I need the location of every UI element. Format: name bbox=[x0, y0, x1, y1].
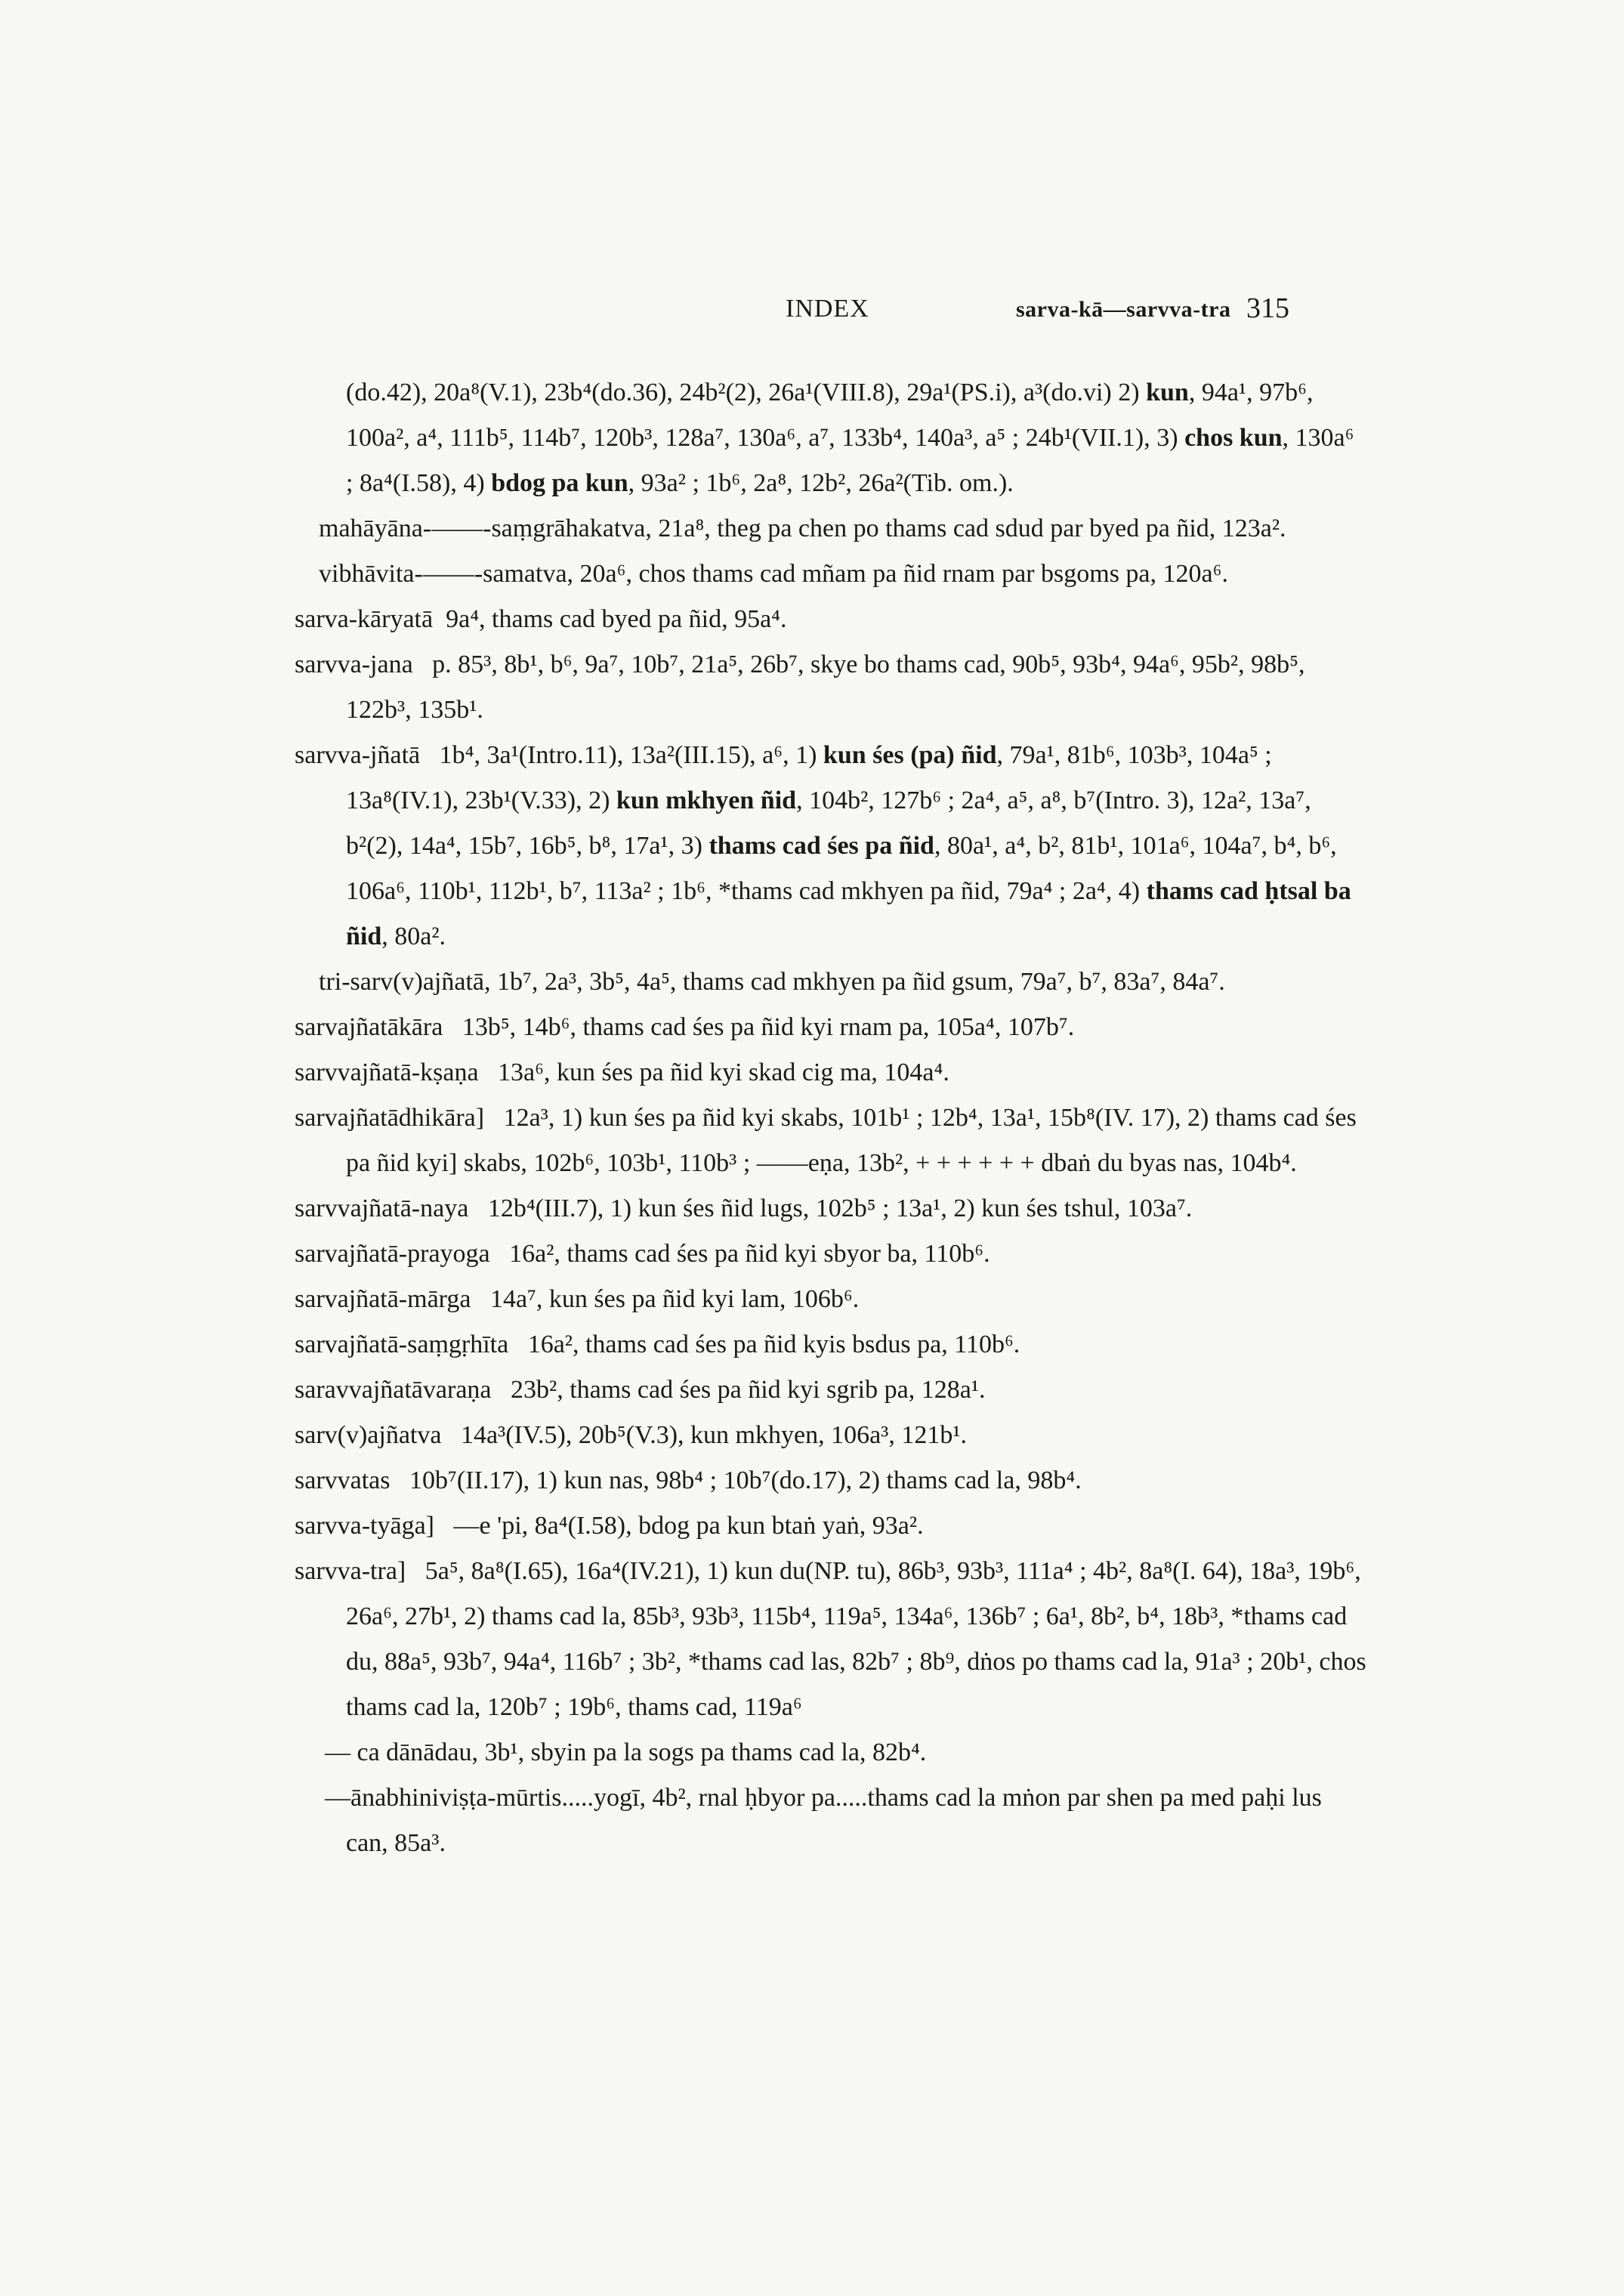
index-entry-sarvva-jnata: sarvva-jñatā 1b⁴, 3a¹(Intro.11), 13a²(III.15), a⁶, 1) kun śes (pa) ñid, 79a¹, 81b⁶, 103b³, 104a⁵ ; 13a⁸(IV.1), 23b¹(V.33), 2) kun mkhyen ñid, 104b², 127b⁶ ; 2a⁴, a⁵, a⁸, b⁷(Intro. 3), 12a², 13a⁷, b²(2), 14a⁴, 15b⁷, 16b⁵, b⁸, 17a¹, 3) thams cad śes pa ñid, 80a¹, a⁴, b², 81b¹, 101a⁶, 104a⁷, b⁴, b⁶, 106a⁶, 110b¹, 112b¹, b⁷, 113a² ; 1b⁶, *thams cad mkhyen pa ñid, 79a⁴ ; 2a⁴, 4) thams cad ḥtsal ba ñid, 80a². bbox=[295, 741, 1351, 950]
index-entry-sarvvajnata-ksana: sarvvajñatā-kṣaṇa 13a⁶, kun śes pa ñid kyi skad cig ma, 104a⁴. bbox=[295, 1058, 949, 1086]
index-entry-sarva-karyata: sarva-kāryatā 9a⁴, thams cad byed pa ñid, 95a⁴. bbox=[295, 605, 787, 633]
index-entry-sarvajnata-prayoga: sarvajñatā-prayoga 16a², thams cad śes pa ñid kyi sbyor ba, 110b⁶. bbox=[295, 1240, 990, 1268]
index-entry-sarvvajnata-naya: sarvvajñatā-naya 12b⁴(III.7), 1) kun śes ñid lugs, 102b⁵ ; 13a¹, 2) kun śes tshul, 103a⁷. bbox=[295, 1194, 1193, 1222]
index-entry-tri-sarvajnata: tri-sarv(v)ajñatā, 1b⁷, 2a³, 3b⁵, 4a⁵, thams cad mkhyen pa ñid gsum, 79a⁷, b⁷, 83a⁷, 84a⁷. bbox=[319, 968, 1225, 996]
index-entry-sarvva-jana: sarvva-jana p. 85³, 8b¹, b⁶, 9a⁷, 10b⁷, 21a⁵, 26b⁷, skye bo thams cad, 90b⁵, 93b⁴, 94a⁶, 95b², 98b⁵, 122b³, 135b¹. bbox=[295, 650, 1305, 724]
page-header bbox=[786, 292, 1299, 332]
index-entry-sarvajnatadhikara: sarvajñatādhikāra] 12a³, 1) kun śes pa ñid kyi skabs, 101b¹ ; 12b⁴, 13a¹, 15b⁸(IV. 17), 2) thams cad śes pa ñid kyi] skabs, 102b⁶, 103b¹, 110b³ ; ——eṇa, 13b², + + + + + + dbaṅ du byas nas, 104b⁴. bbox=[295, 1104, 1357, 1177]
index-entry-cont-kun: (do.42), 20a⁸(V.1), 23b⁴(do.36), 24b²(2), 26a¹(VIII.8), 29a¹(PS.i), a³(do.vi) 2) kun, 94a¹, 97b⁶, 100a², a⁴, 111b⁵, 114b⁷, 120b³, 128a⁷, 130a⁶, a⁷, 133b⁴, 140a³, a⁵ ; 24b¹(VII.1), 3) chos kun, 130a⁶ ; 8a⁴(I.58), 4) bdog pa kun, 93a² ; 1b⁶, 2a⁸, 12b², 26a²(Tib. om.). bbox=[346, 379, 1354, 497]
entry-range: sarva-kā—sarvva-tra bbox=[1016, 297, 1231, 322]
index-entry-mahayana: mahāyāna-——-saṃgrāhakatva, 21a⁸, theg pa chen po thams cad sdud par byed pa ñid, 123a². bbox=[319, 515, 1286, 542]
index-entry-sarvajnatva: sarv(v)ajñatva 14a³(IV.5), 20b⁵(V.3), kun mkhyen, 106a³, 121b¹. bbox=[295, 1421, 968, 1449]
index-entry-anabhinivista: —ānabhiniviṣṭa-mūrtis.....yogī, 4b², rnal ḥbyor pa.....thams cad la mṅon par shen pa med paḥi lus can, 85a³. bbox=[325, 1784, 1322, 1857]
page-number: 315 bbox=[1246, 292, 1289, 324]
running-head: INDEX bbox=[786, 295, 869, 323]
index-entry-sarvajnatakara: sarvajñatākāra 13b⁵, 14b⁶, thams cad śes pa ñid kyi rnam pa, 105a⁴, 107b⁷. bbox=[295, 1013, 1075, 1041]
index-entry-sarvvatas: sarvvatas 10b⁷(II.17), 1) kun nas, 98b⁴ ; 10b⁷(do.17), 2) thams cad la, 98b⁴. bbox=[295, 1466, 1082, 1494]
index-body bbox=[295, 370, 1367, 1866]
index-entry-vibhavita: vibhāvita-——-samatva, 20a⁶, chos thams cad mñam pa ñid rnam par bsgoms pa, 120a⁶. bbox=[319, 560, 1228, 588]
index-entry-sarvva-tra: sarvva-tra] 5a⁵, 8a⁸(I.65), 16a⁴(IV.21), 1) kun du(NP. tu), 86b³, 93b³, 111a⁴ ; 4b², 8a⁸(I. 64), 18a³, 19b⁶, 26a⁶, 27b¹, 2) thams cad la, 85b³, 93b³, 115b⁴, 119a⁵, 134a⁶, 136b⁷ ; 6a¹, 8b², b⁴, 18b³, *thams cad du, 88a⁵, 93b⁷, 94a⁴, 116b⁷ ; 3b², *thams cad las, 82b⁷ ; 8b⁹, dṅos po thams cad la, 91a³ ; 20b¹, chos thams cad la, 120b⁷ ; 19b⁶, thams cad, 119a⁶ bbox=[295, 1557, 1366, 1721]
index-entry-saravvajnatavarana: saravvajñatāvaraṇa 23b², thams cad śes pa ñid kyi sgrib pa, 128a¹. bbox=[295, 1376, 986, 1404]
index-entry-sarvva-tyaga: sarvva-tyāga] —e 'pi, 8a⁴(I.58), bdog pa kun btaṅ yaṅ, 93a². bbox=[295, 1512, 924, 1540]
index-entry-ca-danadau: — ca dānādau, 3b¹, sbyin pa la sogs pa thams cad la, 82b⁴. bbox=[325, 1738, 927, 1766]
index-entry-sarvajnata-marga: sarvajñatā-mārga 14a⁷, kun śes pa ñid kyi lam, 106b⁶. bbox=[295, 1285, 860, 1313]
index-entry-sarvajnata-samgrhita: sarvajñatā-saṃgṛhīta 16a², thams cad śes pa ñid kyis bsdus pa, 110b⁶. bbox=[295, 1330, 1020, 1358]
